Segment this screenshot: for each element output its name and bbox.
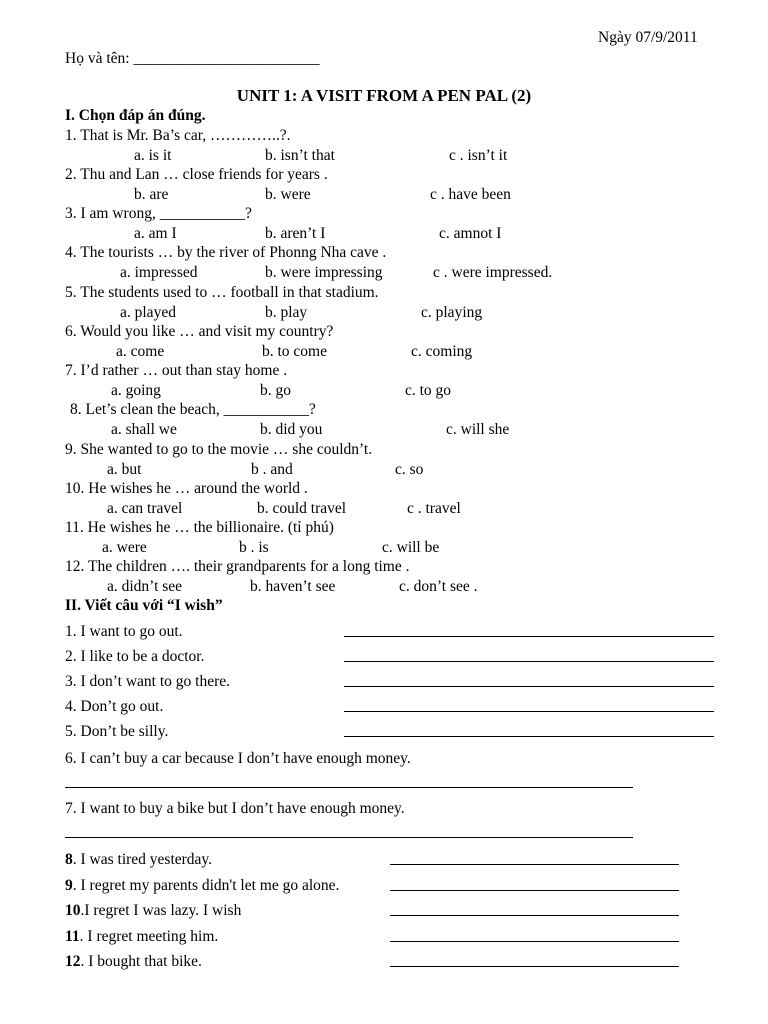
wish-item: 3. I don’t want to go there.: [65, 673, 231, 690]
answer-line[interactable]: [344, 636, 714, 637]
answer-option[interactable]: b. haven’t see: [250, 578, 336, 595]
question-stem: 5. The students used to … football in that stadium.: [65, 284, 379, 301]
item-text: . I regret meeting him.: [79, 928, 219, 945]
wish-item: [65, 927, 218, 946]
wish-item: 5. Don’t be silly.: [65, 723, 169, 740]
answer-option[interactable]: c. will be: [382, 539, 440, 556]
answer-line[interactable]: [65, 787, 633, 788]
answer-option[interactable]: b. go: [260, 382, 291, 399]
wish-item: 1. I want to go out.: [65, 623, 183, 640]
answer-option[interactable]: b. did you: [260, 421, 323, 438]
answer-option[interactable]: a. impressed: [120, 264, 198, 281]
answer-option[interactable]: c. don’t see .: [399, 578, 478, 595]
answer-option[interactable]: c. playing: [421, 304, 483, 321]
question-stem: 10. He wishes he … around the world .: [65, 480, 308, 497]
question-stem: 6. Would you like … and visit my country?: [65, 323, 334, 340]
answer-option[interactable]: c. to go: [405, 382, 452, 399]
answer-option[interactable]: b. were impressing: [265, 264, 383, 281]
answer-option[interactable]: c. so: [395, 461, 424, 478]
question-stem: 9. She wanted to go to the movie … she couldn’t.: [65, 441, 373, 458]
wish-item: [65, 876, 339, 895]
page-title: UNIT 1: A VISIT FROM A PEN PAL (2): [236, 86, 532, 105]
answer-option[interactable]: b. isn’t that: [265, 147, 335, 164]
wish-item: [65, 952, 202, 971]
answer-line[interactable]: [344, 661, 714, 662]
answer-line[interactable]: [390, 966, 679, 967]
answer-option[interactable]: b . is: [239, 539, 269, 556]
answer-option[interactable]: a. didn’t see: [107, 578, 183, 595]
answer-option[interactable]: c. coming: [411, 343, 473, 360]
answer-option[interactable]: a. played: [120, 304, 176, 321]
question-stem: 2. Thu and Lan … close friends for years .: [65, 166, 328, 183]
wish-item: 2. I like to be a doctor.: [65, 648, 205, 665]
item-number: 9: [65, 877, 73, 894]
item-number: 11: [65, 928, 80, 945]
answer-line[interactable]: [390, 864, 679, 865]
wish-item: 7. I want to buy a bike but I don’t have enough money.: [65, 800, 405, 817]
question-stem: 11. He wishes he … the billionaire. (tỉ phú): [65, 519, 334, 536]
answer-line[interactable]: [344, 736, 714, 737]
question-stem: 12. The children …. their grandparents for a long time .: [65, 558, 410, 575]
answer-line[interactable]: [344, 686, 714, 687]
question-stem: 3. I am wrong, ___________?: [65, 205, 252, 222]
question-stem: 4. The tourists … by the river of Phonng Nha cave .: [65, 244, 387, 261]
name-field-label: Họ và tên: ________________________: [65, 50, 320, 67]
item-number: 10: [65, 902, 81, 919]
item-text: . I was tired yesterday.: [72, 851, 213, 868]
item-text: . I regret my parents didn't let me go alone.: [72, 877, 340, 894]
answer-option[interactable]: a. shall we: [111, 421, 177, 438]
answer-option[interactable]: c . isn’t it: [449, 147, 508, 164]
answer-option[interactable]: c . have been: [430, 186, 511, 203]
answer-line[interactable]: [390, 890, 679, 891]
answer-option[interactable]: a. were: [102, 539, 147, 556]
answer-option[interactable]: c . were impressed.: [433, 264, 553, 281]
item-number: 8: [65, 851, 73, 868]
answer-option[interactable]: a. going: [111, 382, 161, 399]
answer-line[interactable]: [65, 837, 633, 838]
answer-option[interactable]: b. were: [265, 186, 311, 203]
answer-option[interactable]: b. to come: [262, 343, 327, 360]
wish-item: 6. I can’t buy a car because I don’t have enough money.: [65, 750, 411, 767]
item-text: . I bought that bike.: [80, 953, 202, 970]
answer-option[interactable]: a. am I: [134, 225, 177, 242]
wish-item: 4. Don’t go out.: [65, 698, 164, 715]
answer-option[interactable]: a. is it: [134, 147, 172, 164]
answer-line[interactable]: [390, 915, 679, 916]
item-text: .I regret I was lazy. I wish: [80, 902, 242, 919]
answer-option[interactable]: a. come: [116, 343, 165, 360]
question-stem: 8. Let’s clean the beach, ___________?: [70, 401, 316, 418]
date-label: Ngày 07/9/2011: [598, 29, 698, 46]
answer-option[interactable]: c. will she: [446, 421, 510, 438]
answer-option[interactable]: b. play: [265, 304, 308, 321]
answer-option[interactable]: b. aren’t I: [265, 225, 326, 242]
answer-option[interactable]: b. are: [134, 186, 169, 203]
answer-option[interactable]: c . travel: [407, 500, 461, 517]
answer-line[interactable]: [344, 711, 714, 712]
answer-option[interactable]: b . and: [251, 461, 293, 478]
wish-item: [65, 850, 212, 869]
item-number: 12: [65, 953, 81, 970]
section-2-heading: II. Viết câu với “I wish”: [65, 597, 223, 614]
question-stem: 7. I’d rather … out than stay home .: [65, 362, 288, 379]
answer-option[interactable]: c. amnot I: [439, 225, 502, 242]
answer-option[interactable]: b. could travel: [257, 500, 347, 517]
answer-option[interactable]: a. can travel: [107, 500, 183, 517]
wish-item: [65, 901, 241, 920]
answer-option[interactable]: a. but: [107, 461, 142, 478]
section-1-heading: I. Chọn đáp án đúng.: [65, 107, 206, 124]
question-stem: 1. That is Mr. Ba’s car, …………..?.: [65, 127, 291, 144]
answer-line[interactable]: [390, 941, 679, 942]
